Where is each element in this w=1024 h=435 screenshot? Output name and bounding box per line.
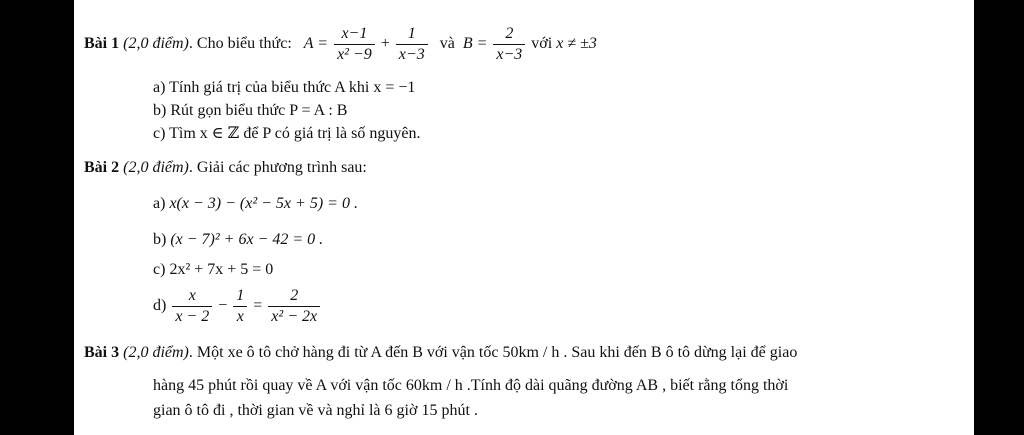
fraction-3: [493, 24, 525, 65]
bai2-score: (2,0 điểm): [123, 159, 189, 176]
minus-sign: −: [218, 297, 228, 314]
expr-a-lhs: A =: [303, 35, 329, 52]
bai1-lead: . Cho biểu thức:: [188, 35, 292, 52]
fraction-2-denominator: x−3: [396, 44, 428, 65]
bai1-part-b: b) Rút gọn biểu thức P = A : B: [153, 102, 348, 119]
d-fraction-3-numerator: 2: [290, 286, 299, 304]
d-fraction-1: [172, 286, 212, 327]
d-fraction-3-denominator: x² − 2x: [268, 306, 320, 327]
plus-sign: +: [380, 35, 390, 52]
bai2-title: Bài 2: [84, 159, 120, 176]
bai2-part-c-label: c): [153, 261, 166, 278]
expr-b-lhs: B =: [462, 35, 488, 52]
d-fraction-1-numerator: x: [188, 286, 196, 304]
equals-sign: =: [253, 297, 263, 314]
fraction-1: [334, 24, 375, 65]
bai2-part-a-label: a): [153, 195, 166, 212]
and-word: và: [439, 35, 455, 52]
d-fraction-2-numerator: 1: [236, 286, 245, 304]
d-fraction-1-denominator: x − 2: [172, 306, 212, 327]
bai2-part-b-label: b): [153, 231, 167, 248]
condition: x ≠ ±3: [556, 35, 597, 52]
bai1-score: (2,0 điểm): [123, 35, 189, 52]
bai2-part-d-label: d): [153, 297, 167, 314]
bai3-score: (2,0 điểm): [123, 344, 189, 361]
fraction-1-denominator: x² −9: [334, 44, 375, 65]
bai2-part-b: [153, 230, 323, 250]
bai2-lead: . Giải các phương trình sau:: [188, 159, 367, 176]
bai1-header: [84, 22, 597, 66]
bai1-part-c: c) Tìm x ∈ ℤ để P có giá trị là số nguyên.: [153, 125, 421, 142]
bai1-title: Bài 1: [84, 35, 120, 52]
bai2-part-b-equation: (x − 7)² + 6x − 42 = 0 .: [170, 231, 324, 248]
fraction-3-denominator: x−3: [493, 44, 525, 65]
bai2-part-c: [153, 260, 273, 280]
d-fraction-2-denominator: x: [233, 306, 247, 327]
fraction-1-numerator: x−1: [341, 24, 368, 42]
bai3-line-3: gian ô tô đi , thời gian về và nghỉ là 6 giờ 15 phút .: [153, 402, 478, 419]
d-fraction-3: [268, 286, 320, 327]
with-word: với: [531, 35, 553, 52]
bai3-line-1: [84, 343, 797, 363]
bai2-part-a: [153, 194, 358, 214]
bai1-part-a: a) Tính giá trị của biểu thức A khi x = −1: [153, 79, 416, 96]
fraction-3-numerator: 2: [505, 24, 514, 42]
bai3-line-2: hàng 45 phút rồi quay về A với vận tốc 60km / h .Tính độ dài quãng đường AB , biết rằng tổng thời: [153, 377, 789, 394]
fraction-2: [396, 24, 428, 65]
bai2-part-d: [153, 284, 322, 328]
bai2-part-c-equation: 2x² + 7x + 5 = 0: [169, 261, 274, 278]
d-fraction-2: [233, 286, 247, 327]
bai2-header: [84, 158, 367, 178]
bai3-text-1: . Một xe ô tô chở hàng đi từ A đến B với vận tốc 50km / h . Sau khi đến B ô tô dừng lại để giao: [188, 344, 798, 361]
fraction-2-numerator: 1: [407, 24, 416, 42]
bai3-title: Bài 3: [84, 344, 120, 361]
bai2-part-a-equation: x(x − 3) − (x² − 5x + 5) = 0 .: [169, 195, 358, 212]
document-sheet: [74, 0, 974, 435]
